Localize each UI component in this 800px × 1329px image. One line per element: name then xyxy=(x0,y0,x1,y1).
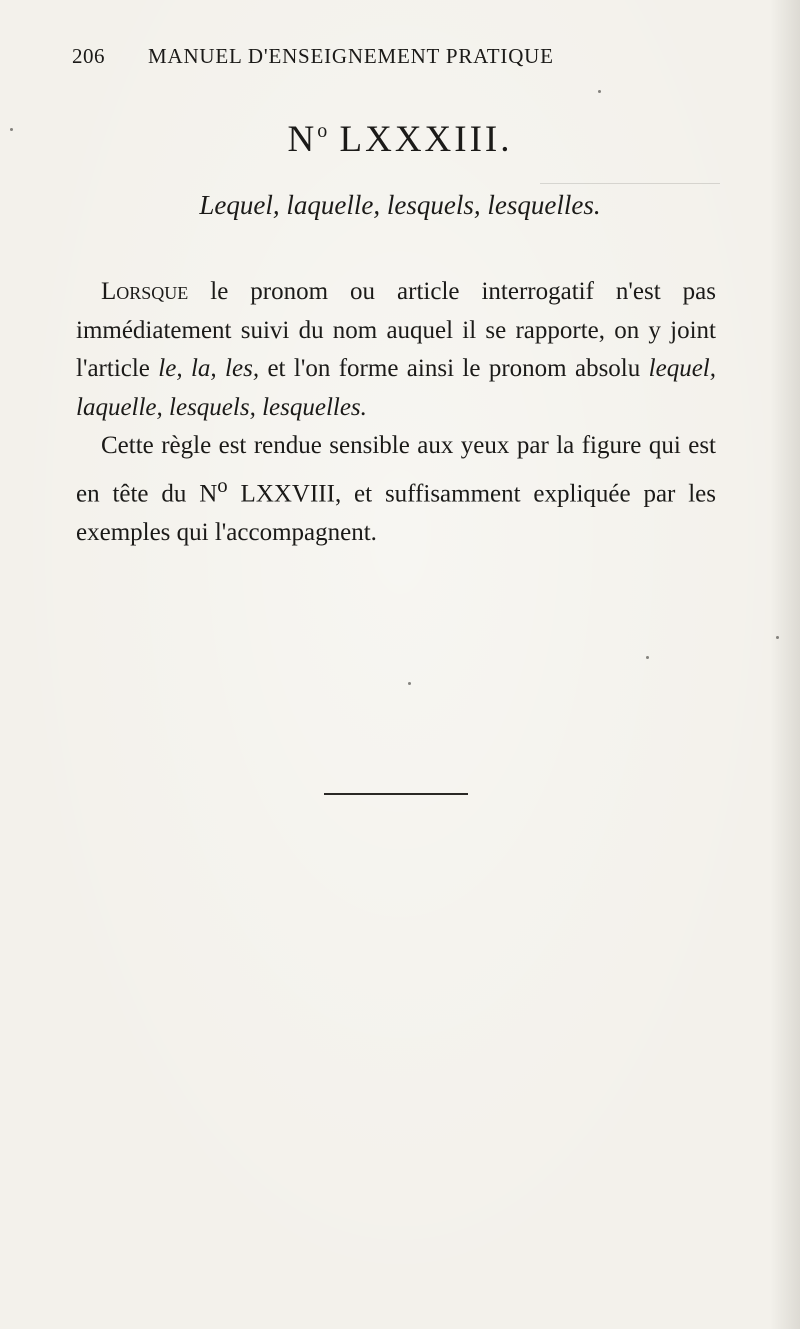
running-title: MANUEL D'ENSEIGNEMENT PRATIQUE xyxy=(148,44,554,68)
paragraph-2-text-b: LXXVIII, et suffisamment expliquée par les exemples qui l'accompagnent. xyxy=(76,480,716,546)
ink-speck xyxy=(646,656,649,659)
paragraph-lead-word: Lorsque xyxy=(101,278,189,305)
section-subtitle: Lequel, laquelle, lesquels, lesquelles. xyxy=(199,190,601,220)
paragraph-1-text-a: le pronom ou article interrogatif n'est pas immédiatement suivi du nom auquel il se rapporte, on y joint l'article xyxy=(76,278,716,383)
paragraph-2-sup: o xyxy=(217,472,228,497)
end-rule xyxy=(324,793,468,795)
ink-speck xyxy=(10,128,13,131)
section-prefix-sup: o xyxy=(317,120,328,142)
paragraph-1-text-b: et l'on forme ainsi le pronom absolu xyxy=(259,355,649,383)
section-prefix: N xyxy=(287,119,318,160)
ink-speck xyxy=(408,682,411,685)
paragraph-2 xyxy=(76,427,716,552)
faint-rule xyxy=(540,183,720,184)
page-number: 206 xyxy=(72,44,105,68)
running-head xyxy=(72,44,712,74)
paragraph-2-text-a: Cette règle est rendue sensible aux yeux par la figure qui est en tête du N xyxy=(76,432,716,508)
section-number xyxy=(0,118,800,161)
section-numeral: LXXXIII. xyxy=(339,119,513,160)
ink-speck xyxy=(776,636,779,639)
body-text xyxy=(76,273,716,552)
paragraph-1-italic-b: lequel, laquelle, lesquels, lesquelles. xyxy=(76,355,716,421)
paragraph-1 xyxy=(76,273,716,427)
ink-speck xyxy=(598,90,601,93)
paragraph-1-italic-a: le, la, les, xyxy=(158,355,260,383)
